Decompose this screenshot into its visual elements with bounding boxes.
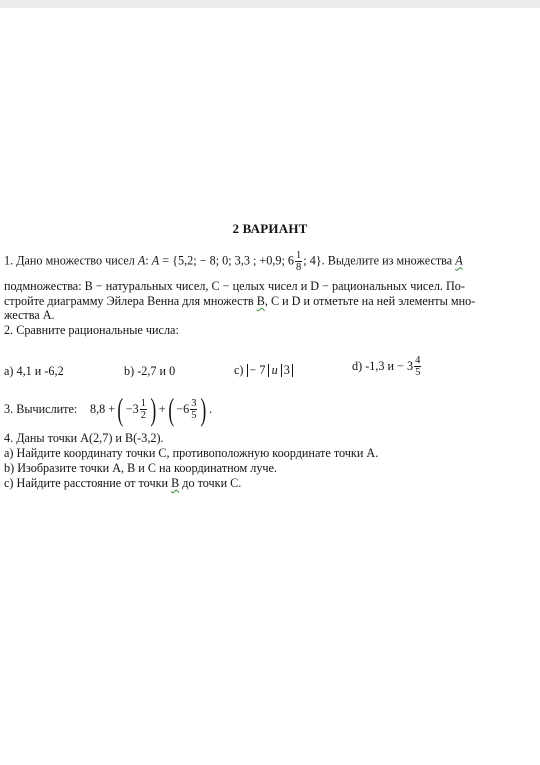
- task1-line3: стройте диаграмму Эйлера Венна для множеств B, C и D и отметьте на ней элементы мно-: [4, 294, 476, 308]
- fraction-four-fifths: $\frac{4}{5}$: [415, 355, 421, 378]
- task2-item-c: c) − 7 и 3: [234, 363, 293, 378]
- task1-line2: подмножества: B − натуральных чисел, C − целых чисел и D − рациональных чисел. По-: [4, 279, 465, 293]
- task4-line4: c) Найдите расстояние от точки B до точки C.: [4, 476, 242, 490]
- fraction-one-eighth: $\frac{1}{8}$: [296, 250, 302, 273]
- task2-item-d: d) -1,3 и − 3 $\frac{4}{5}$: [352, 355, 421, 378]
- variant-title: 2 ВАРИАНТ: [232, 221, 308, 236]
- task1-line4: жества A.: [4, 308, 55, 322]
- task2-item-a: a) 4,1 и -6,2: [4, 364, 64, 378]
- document-page: [0, 8, 540, 765]
- task4-line2: a) Найдите координату точки C, противоположную координате точки A.: [4, 446, 379, 460]
- task4-line3: b) Изобразите точки A, B и C на координатном луче.: [4, 461, 278, 475]
- task1-line1: 1. Дано множество чисел A: A = {5,2; − 8; 0; 3,3 ; +0,9; 6 $\frac{1}{8}$ ; 4}. Выделите из множества A: [4, 250, 463, 273]
- task3-formula: 8,8 + ( −3 $\frac{1}{2}$ ) + ( −6 $\frac{3}{5}$ ) .: [90, 391, 213, 427]
- task4-line1: 4. Даны точки A(2,7) и B(-3,2).: [4, 431, 164, 445]
- fraction-three-fifths: $\frac{3}{5}$: [191, 397, 197, 421]
- fraction-one-half: $\frac{1}{2}$: [140, 397, 147, 421]
- task2-item-b: b) -2,7 и 0: [124, 364, 176, 378]
- top-bar: [0, 0, 540, 8]
- task2-header: 2. Сравните рациональные числа:: [4, 323, 179, 337]
- task3-label: 3. Вычислите:: [4, 402, 78, 416]
